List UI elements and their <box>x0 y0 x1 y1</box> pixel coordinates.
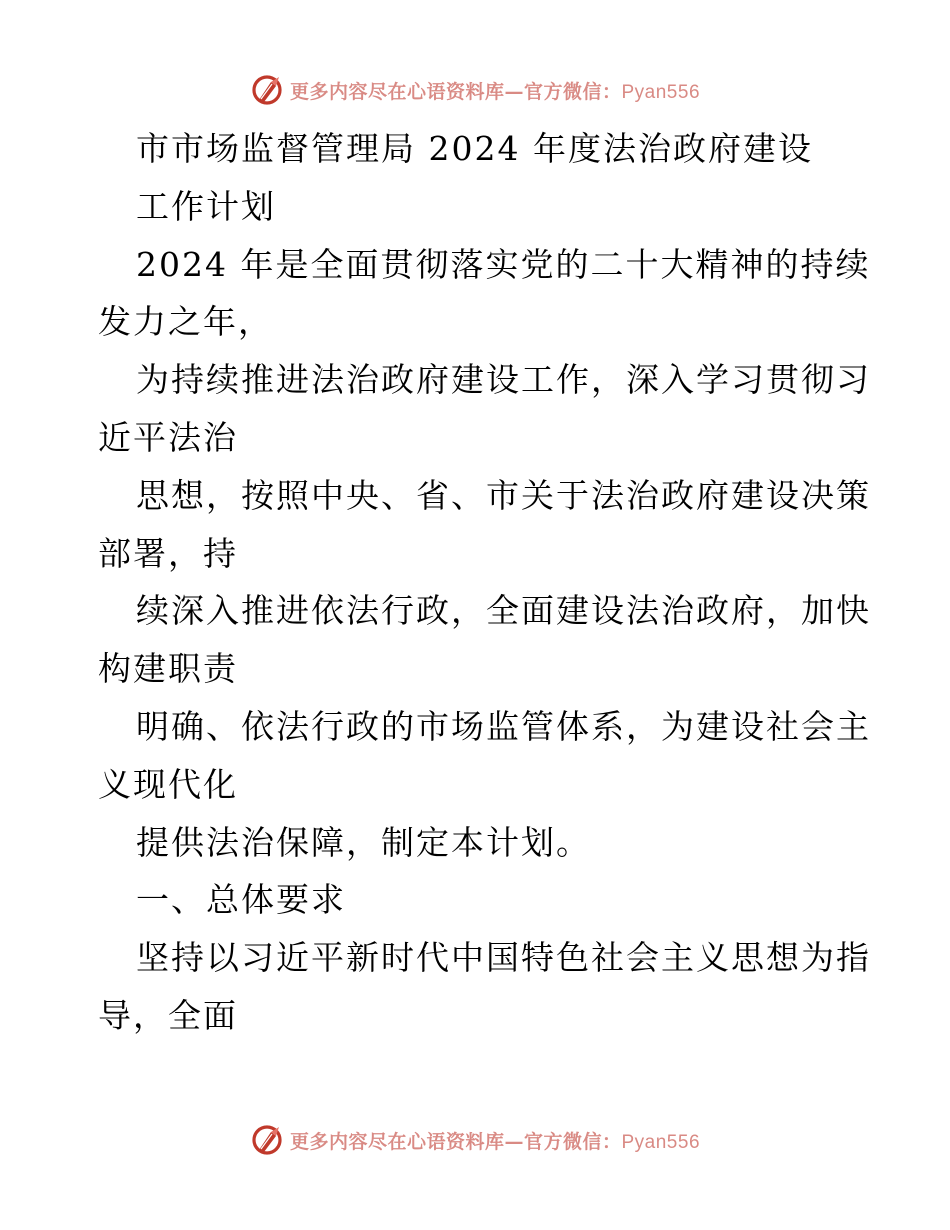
document-line: 一、总体要求 <box>136 880 346 920</box>
document-line: 义现代化 <box>98 764 238 804</box>
document-body <box>98 120 871 1045</box>
document-line: 2024 年是全面贯彻落实党的二十大精神的持续 <box>136 244 871 284</box>
pen-nib-circle-logo-icon <box>250 1123 284 1157</box>
document-line: 提供法治保障，制定本计划。 <box>136 822 591 862</box>
watermark-text: 更多内容尽在心语资料库—官方微信：Pyan556 <box>289 80 701 103</box>
document-line: 导，全面 <box>98 995 238 1035</box>
document-line: 市市场监督管理局 2024 年度法治政府建设 <box>136 129 813 168</box>
pen-nib-circle-logo-icon <box>250 73 284 107</box>
footer-watermark <box>0 1120 950 1160</box>
document-line: 部署，持 <box>98 533 238 573</box>
watermark-handle: Pyan556 <box>621 1131 701 1153</box>
document-line: 近平法治 <box>98 417 238 457</box>
document-line: 思想，按照中央、省、市关于法治政府建设决策 <box>136 475 871 515</box>
watermark-text: 更多内容尽在心语资料库—官方微信：Pyan556 <box>289 1130 701 1153</box>
document-line: 为持续推进法治政府建设工作，深入学习贯彻习 <box>136 360 871 400</box>
document-line: 明确、依法行政的市场监管体系，为建设社会主 <box>136 706 871 746</box>
header-watermark <box>0 70 950 110</box>
watermark-handle: Pyan556 <box>621 81 701 103</box>
document-line: 发力之年， <box>98 302 273 342</box>
document-line: 坚持以习近平新时代中国特色社会主义思想为指 <box>136 938 871 978</box>
document-line: 续深入推进依法行政，全面建设法治政府，加快 <box>136 591 871 631</box>
document-line: 工作计划 <box>136 186 276 226</box>
document-line: 构建职责 <box>98 649 238 689</box>
